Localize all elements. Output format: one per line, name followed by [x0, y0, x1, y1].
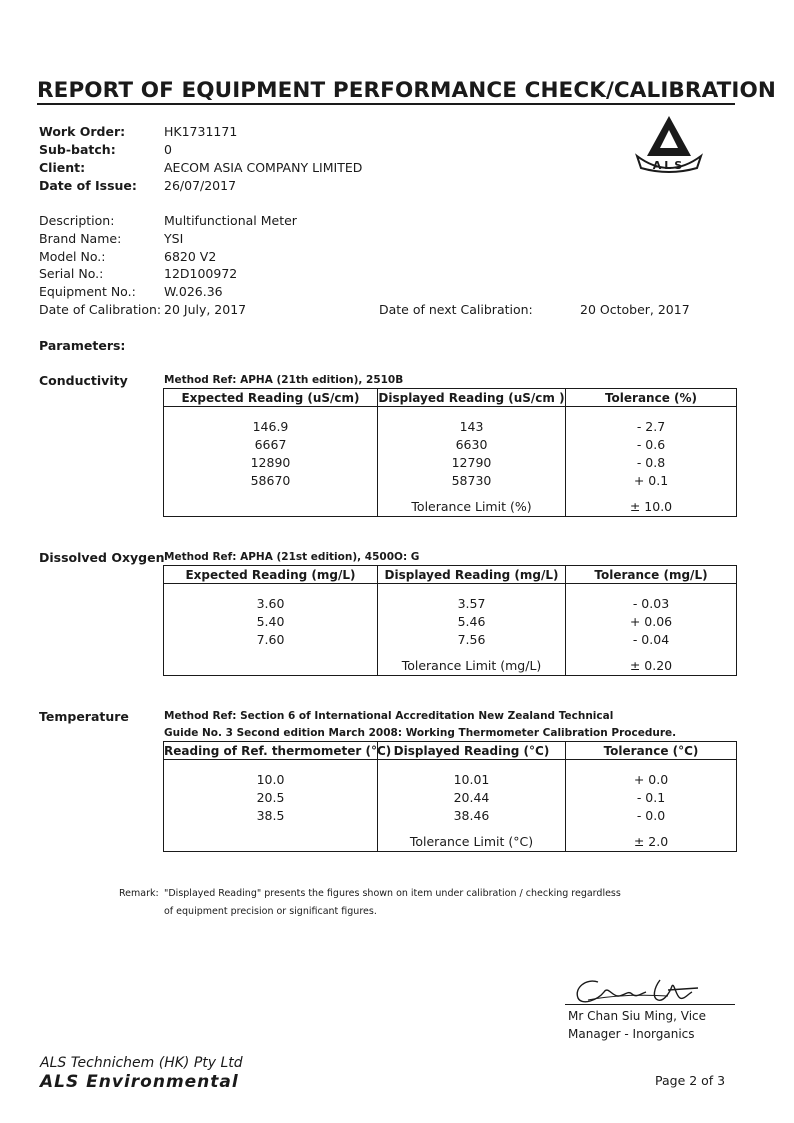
- displayed-reading: 38.46: [378, 806, 566, 824]
- signatory-title: Manager - Inorganics: [568, 1027, 695, 1041]
- temperature-method-line1: Method Ref: Section 6 of International Accreditation New Zealand Technical: [164, 710, 614, 722]
- reference-reading: 38.5: [164, 806, 378, 824]
- date-of-issue-label: Date of Issue:: [39, 178, 137, 193]
- sub-batch-value: 0: [164, 142, 172, 157]
- parameters-label: Parameters:: [39, 338, 126, 353]
- equipment-no-label: Equipment No.:: [39, 284, 136, 299]
- dissolved-oxygen-table: [163, 565, 737, 676]
- calibration-date-label: Date of Calibration:: [39, 302, 162, 317]
- tolerance-value: + 0.0: [566, 770, 737, 788]
- expected-reading: 5.40: [164, 612, 378, 630]
- table-row: [164, 806, 737, 824]
- displayed-reading: 7.56: [378, 630, 566, 648]
- serial-label: Serial No.:: [39, 266, 104, 281]
- tolerance-limit-row: [164, 497, 737, 517]
- als-logo-icon: [633, 114, 705, 176]
- calibration-date-value: 20 July, 2017: [164, 302, 247, 317]
- column-header: Expected Reading (mg/L): [164, 566, 378, 584]
- tolerance-value: - 0.04: [566, 630, 737, 648]
- conductivity-table: [163, 388, 737, 517]
- temperature-table: [163, 741, 737, 852]
- equipment-no-value: W.026.36: [164, 284, 223, 299]
- expected-reading: 146.9: [164, 417, 378, 435]
- temperature-method-line2: Guide No. 3 Second edition March 2008: Working Thermometer Calibration Procedure.: [164, 727, 677, 739]
- displayed-reading: 20.44: [378, 788, 566, 806]
- model-value: 6820 V2: [164, 249, 217, 264]
- page-title: REPORT OF EQUIPMENT PERFORMANCE CHECK/CALIBRATION: [37, 78, 776, 103]
- displayed-reading: 6630: [378, 435, 566, 453]
- table-header-row: [164, 566, 737, 584]
- table-row: [164, 471, 737, 489]
- tolerance-limit-label: Tolerance Limit (mg/L): [378, 656, 566, 676]
- work-order-value: HK1731171: [164, 124, 238, 139]
- brand-label: Brand Name:: [39, 231, 122, 246]
- tolerance-value: - 0.1: [566, 788, 737, 806]
- als-logo: [633, 114, 705, 176]
- column-header: Displayed Reading (mg/L): [378, 566, 566, 584]
- expected-reading: 58670: [164, 471, 378, 489]
- remark-line2: of equipment precision or significant figures.: [164, 906, 377, 917]
- displayed-reading: 5.46: [378, 612, 566, 630]
- dissolved-oxygen-method: Method Ref: APHA (21st edition), 4500O: G: [164, 551, 420, 563]
- tolerance-value: - 2.7: [566, 417, 737, 435]
- tolerance-limit-value: ± 10.0: [566, 497, 737, 517]
- footer-company: ALS Technichem (HK) Pty Ltd: [40, 1055, 243, 1071]
- client-value: AECOM ASIA COMPANY LIMITED: [164, 160, 363, 175]
- tolerance-value: - 0.0: [566, 806, 737, 824]
- work-order-label: Work Order:: [39, 124, 126, 139]
- table-row: [164, 788, 737, 806]
- column-header: Tolerance (%): [566, 389, 737, 407]
- column-header: Tolerance (mg/L): [566, 566, 737, 584]
- tolerance-value: + 0.06: [566, 612, 737, 630]
- table-row: [164, 453, 737, 471]
- conductivity-section-title: Conductivity: [39, 373, 128, 388]
- tolerance-limit-value: ± 2.0: [566, 832, 737, 852]
- expected-reading: 6667: [164, 435, 378, 453]
- displayed-reading: 12790: [378, 453, 566, 471]
- column-header: Expected Reading (uS/cm): [164, 389, 378, 407]
- tolerance-value: - 0.8: [566, 453, 737, 471]
- table-row: [164, 770, 737, 788]
- column-header: Tolerance (°C): [566, 742, 737, 760]
- temperature-section-title: Temperature: [39, 709, 129, 724]
- signatory-name: Mr Chan Siu Ming, Vice: [568, 1009, 707, 1023]
- column-header: Reading of Ref. thermometer (°C): [164, 743, 392, 758]
- sub-batch-label: Sub-batch:: [39, 142, 116, 157]
- footer-brand: ALS Environmental: [40, 1072, 239, 1092]
- next-calibration-value: 20 October, 2017: [580, 302, 690, 317]
- tolerance-limit-label: Tolerance Limit (°C): [378, 832, 566, 852]
- dissolved-oxygen-section-title: Dissolved Oxygen: [39, 550, 165, 565]
- table-row: [164, 612, 737, 630]
- displayed-reading: 3.57: [378, 594, 566, 612]
- column-header: Displayed Reading (°C): [378, 742, 566, 760]
- reference-reading: 10.0: [164, 770, 378, 788]
- date-of-issue-value: 26/07/2017: [164, 178, 237, 193]
- tolerance-value: - 0.03: [566, 594, 737, 612]
- expected-reading: 7.60: [164, 630, 378, 648]
- remark-line1: "Displayed Reading" presents the figures shown on item under calibration / checking regardless: [164, 888, 621, 899]
- table-header-row: [164, 389, 737, 407]
- description-value: Multifunctional Meter: [164, 213, 297, 228]
- table-row: [164, 435, 737, 453]
- client-label: Client:: [39, 160, 86, 175]
- tolerance-limit-row: [164, 656, 737, 676]
- tolerance-value: - 0.6: [566, 435, 737, 453]
- displayed-reading: 58730: [378, 471, 566, 489]
- tolerance-limit-value: ± 0.20: [566, 656, 737, 676]
- displayed-reading: 143: [378, 417, 566, 435]
- column-header: Displayed Reading (uS/cm ): [378, 390, 565, 405]
- conductivity-method: Method Ref: APHA (21th edition), 2510B: [164, 374, 404, 386]
- reference-reading: 20.5: [164, 788, 378, 806]
- tolerance-value: + 0.1: [566, 471, 737, 489]
- title-underline: [37, 103, 735, 105]
- next-calibration-label: Date of next Calibration:: [379, 302, 533, 317]
- expected-reading: 12890: [164, 453, 378, 471]
- displayed-reading: 10.01: [378, 770, 566, 788]
- table-row: [164, 594, 737, 612]
- model-label: Model No.:: [39, 249, 106, 264]
- page-number: Page 2 of 3: [655, 1073, 726, 1088]
- description-label: Description:: [39, 213, 115, 228]
- brand-value: YSI: [164, 231, 184, 246]
- table-row: [164, 630, 737, 648]
- tolerance-limit-label: Tolerance Limit (%): [378, 497, 566, 517]
- logo-text: ALS: [652, 159, 686, 172]
- table-row: [164, 417, 737, 435]
- table-header-row: [164, 742, 737, 760]
- remark-label: Remark:: [119, 888, 159, 899]
- expected-reading: 3.60: [164, 594, 378, 612]
- serial-value: 12D100972: [164, 266, 238, 281]
- tolerance-limit-row: [164, 832, 737, 852]
- signature-line: [565, 1004, 735, 1005]
